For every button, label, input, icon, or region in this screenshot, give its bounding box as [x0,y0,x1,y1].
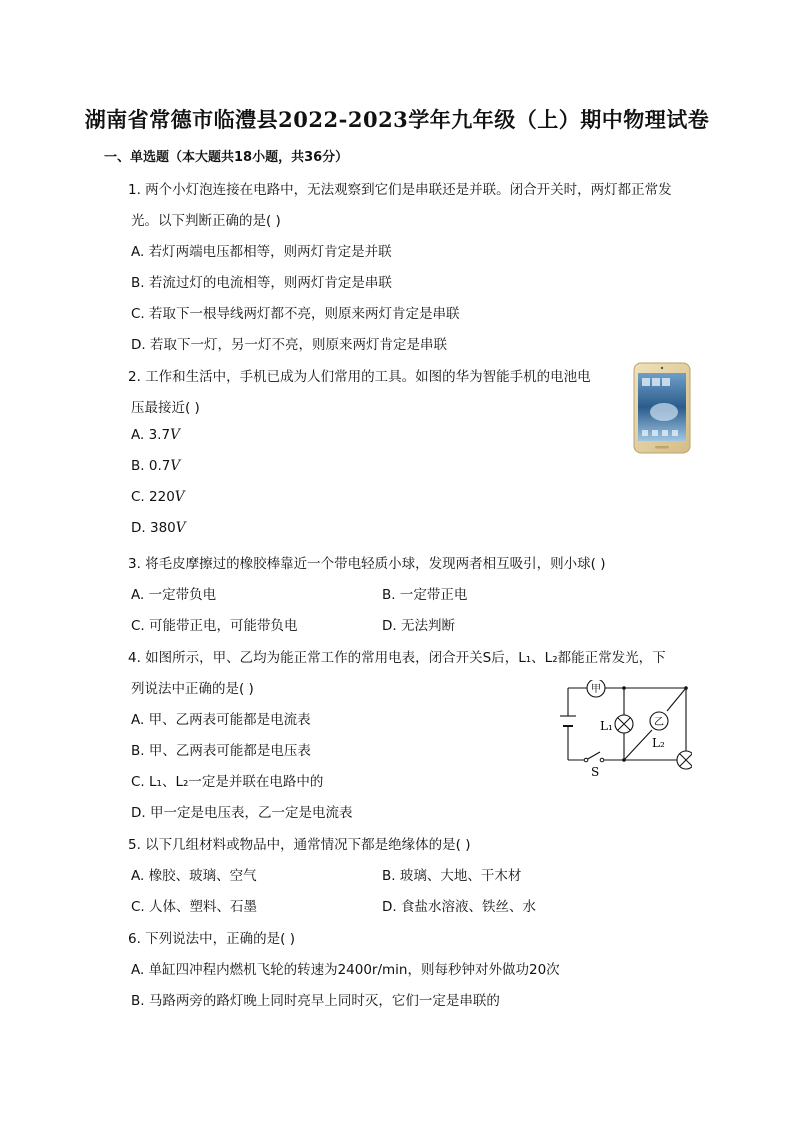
switch-contacts [584,758,604,762]
q3-option-c: C. 可能带正电，可能带负电 [131,618,298,634]
q1-option-c: C. 若取下一根导线两灯都不亮，则原来两灯肯定是串联 [131,306,460,322]
q5-option-b: B. 玻璃、大地、干木材 [382,868,522,884]
q2-option-d: D. 380V [131,520,186,536]
q5-option-a: A. 橡胶、玻璃、空气 [131,868,257,884]
section-heading: 一、单选题（本大题共18小题，共36分） [104,150,349,165]
q3-option-d: D. 无法判断 [382,618,455,634]
label-l2: L₂ [652,736,665,750]
q1-option-d: D. 若取下一灯，另一灯不亮，则原来两灯肯定是串联 [131,337,447,353]
q3-option-b: B. 一定带正电 [382,587,468,603]
exam-title: 湖南省常德市临澧县2022-2023学年九年级（上）期中物理试卷 [84,107,710,132]
q3-stem: 3. 将毛皮摩擦过的橡胶棒靠近一个带电轻质小球，发现两者相互吸引，则小球( ) [128,556,606,572]
q4-stem-line2: 列说法中正确的是( ) [131,681,254,697]
label-s: S [591,765,600,779]
q5-option-d: D. 食盐水溶液、铁丝、水 [382,899,536,915]
label-l1: L₁ [600,719,613,733]
q1-option-b: B. 若流过灯的电流相等，则两灯肯定是串联 [131,275,392,291]
q5-stem: 5. 以下几组材料或物品中，通常情况下都是绝缘体的是( ) [128,837,471,853]
q4-option-c: C. L₁、L₂一定是并联在电路中的 [131,774,324,790]
q4-option-a: A. 甲、乙两表可能都是电流表 [131,712,311,728]
lamp-l2-icon [677,751,692,769]
q2-option-b: B. 0.7V [131,458,181,474]
svg-text:甲: 甲 [591,684,601,695]
q2-stem-line1: 2. 工作和生活中，手机已成为人们常用的工具。如图的华为智能手机的电池电 [128,369,591,385]
q6-stem: 6. 下列说法中，正确的是( ) [128,931,295,947]
q4-option-d: D. 甲一定是电压表，乙一定是电流表 [131,805,353,821]
q6-option-a: A. 单缸四冲程内燃机飞轮的转速为2400r/min，则每秒钟对外做功20次 [131,962,560,978]
q2-stem-line2: 压最接近( ) [131,400,200,416]
circuit-diagram [556,680,692,780]
q1-option-a: A. 若灯两端电压都相等，则两灯肯定是并联 [131,244,392,260]
lamp-l1-icon [615,715,633,733]
q2-option-a: A. 3.7V [131,427,180,443]
q1-stem-line1: 1. 两个小灯泡连接在电路中，无法观察到它们是串联还是并联。闭合开关时，两灯都正常发 [128,182,672,198]
svg-text:乙: 乙 [654,717,664,728]
meter-jia-icon [587,680,605,697]
q4-option-b: B. 甲、乙两表可能都是电压表 [131,743,311,759]
q5-option-c: C. 人体、塑料、石墨 [131,899,258,915]
q4-stem-line1: 4. 如图所示，甲、乙均为能正常工作的常用电表，闭合开关S后，L₁、L₂都能正常发光，下 [128,650,666,666]
smartphone-image [632,362,692,454]
q2-option-c: C. 220V [131,489,185,505]
meter-yi-icon [650,712,668,730]
q1-stem-line2: 光。以下判断正确的是( ) [131,213,281,229]
q3-option-a: A. 一定带负电 [131,587,217,603]
q6-option-b: B. 马路两旁的路灯晚上同时亮早上同时灭，它们一定是串联的 [131,993,500,1009]
